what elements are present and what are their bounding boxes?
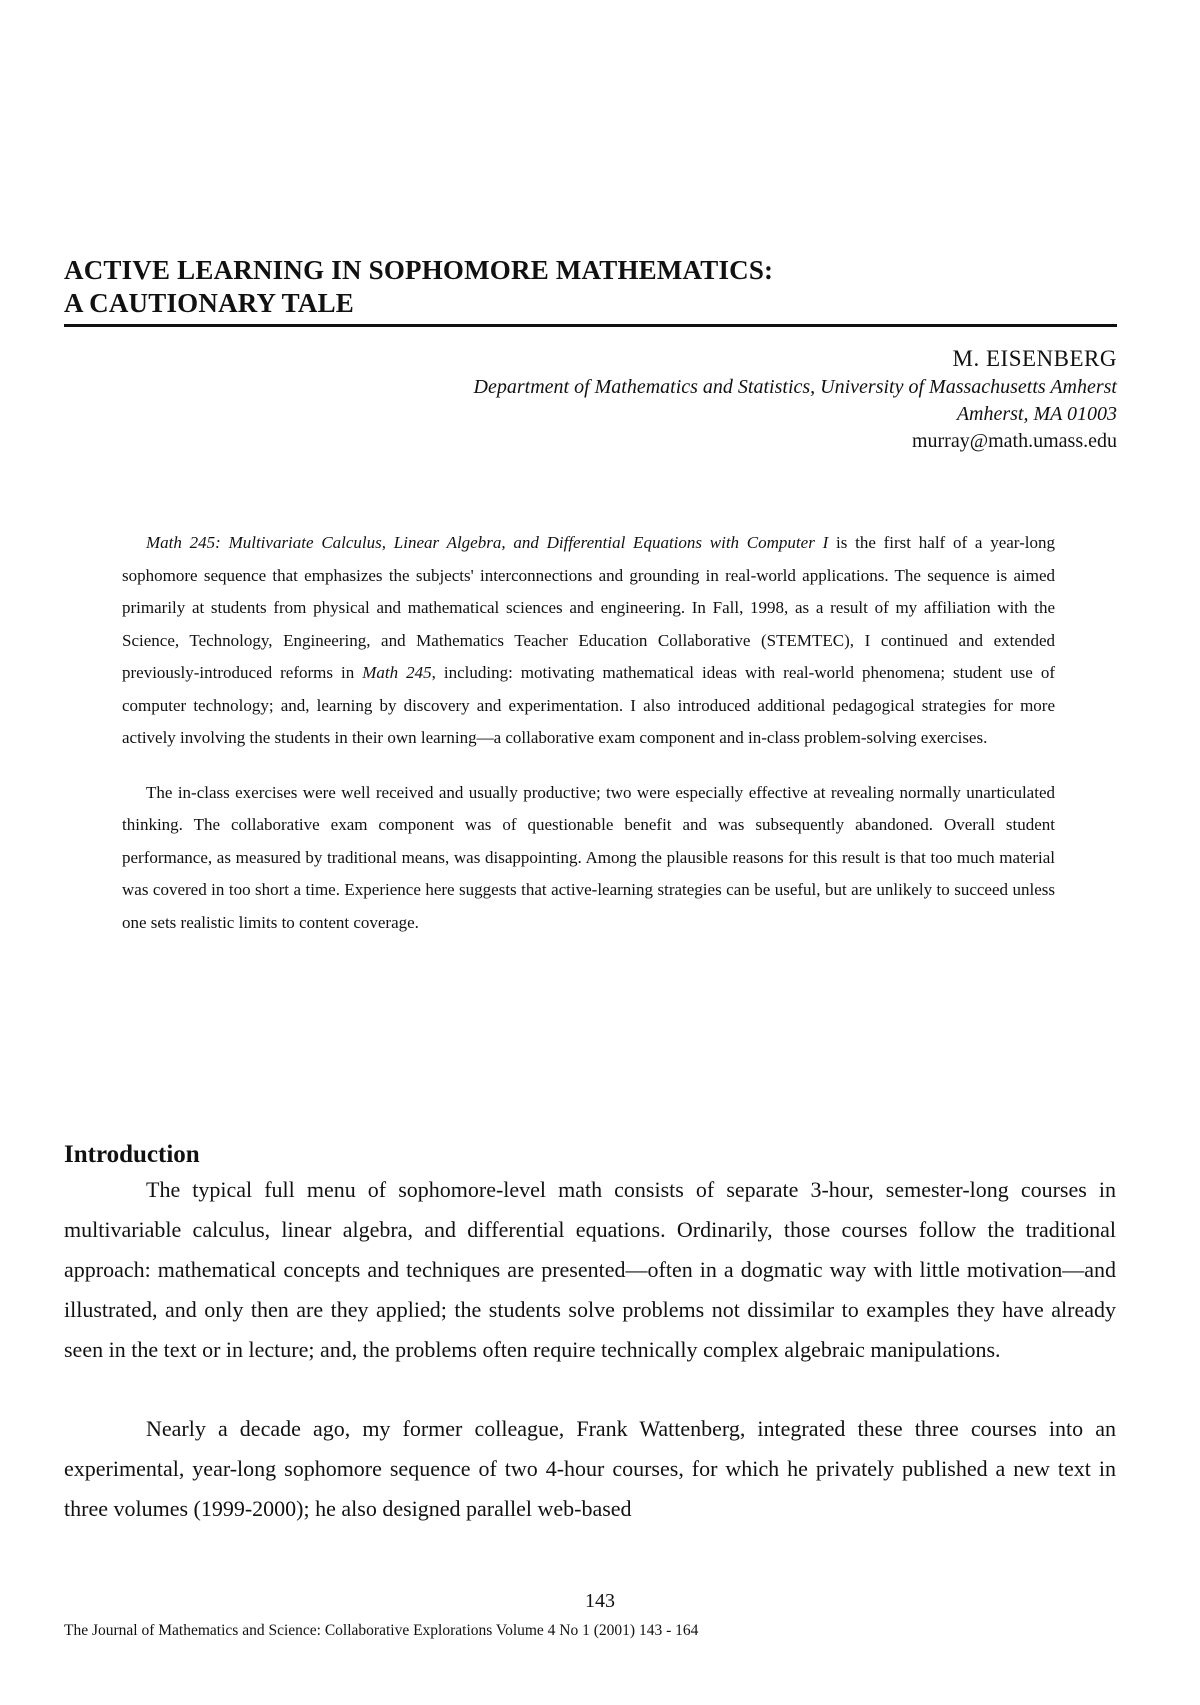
abstract-paragraph-1 (122, 527, 1055, 755)
abstract-course-title: Math 245: Multivariate Calculus, Linear Algebra, and Differential Equations with Computer I (146, 533, 829, 552)
abstract-text: is the first half of a year-long sophomore sequence that emphasizes the subjects' interconnections and grounding in real-world applications. The sequence is aimed primarily at students from physical and mathematical sciences and engineering. In Fall, 1998, as a result of my affiliation with the Science, Technology, Engineering, and Mathematics Teacher Education Collaborative (STEMTEC), I continued and extended previously-introduced reforms in (122, 533, 1055, 682)
abstract-text: , including: motivating mathematical ideas with real-world phenomena; student use of computer technology; and, learning by discovery and experimentation. I also introduced additional pedagogical strategies for more actively involving the students in their own learning—a collaborative exam component and in-class problem-solving exercises. (122, 663, 1055, 747)
introduction-body (64, 1170, 1116, 1529)
introduction-paragraph-1: The typical full menu of sophomore-level math consists of separate 3-hour, semester-long courses in multivariable calculus, linear algebra, and differential equations. Ordinarily, those courses follow the traditional approach: mathematical concepts and techniques are presented—often in a dogmatic way with little motivation—and illustrated, and only then are they applied; the students solve problems not dissimilar to examples they have already seen in the text or in lecture; and, the problems often require technically complex algebraic manipulations. (64, 1177, 1116, 1362)
author-block (217, 344, 1117, 455)
journal-citation: The Journal of Mathematics and Science: Collaborative Explorations Volume 4 No 1 (2001) 143 - 164 (64, 1622, 699, 1639)
author-name: M. EISENBERG (952, 346, 1117, 371)
author-affiliation: Department of Mathematics and Statistics, University of Massachusetts Amherst (473, 376, 1117, 398)
author-email: murray@math.umass.edu (911, 430, 1117, 452)
paper-title-line-2: A CAUTIONARY TALE (64, 288, 354, 318)
abstract (122, 527, 1055, 939)
paper-title (64, 254, 1114, 320)
abstract-paragraph-2: The in-class exercises were well received and usually productive; two were especially effective at revealing normally unarticulated thinking. The collaborative exam component was of questionable benefit and was subsequently abandoned. Overall student performance, as measured by traditional means, was disappointing. Among the plausible reasons for this result is that too much material was covered in too short a time. Experience here suggests that active-learning strategies can be useful, but are unlikely to succeed unless one sets realistic limits to content coverage. (122, 782, 1055, 932)
title-rule (64, 324, 1117, 327)
paper-title-line-1: ACTIVE LEARNING IN SOPHOMORE MATHEMATICS: (64, 255, 774, 285)
page-number: 143 (585, 1590, 615, 1612)
abstract-course-name: Math 245 (362, 663, 432, 682)
introduction-paragraph-2: Nearly a decade ago, my former colleague, Frank Wattenberg, integrated these three courses into an experimental, year-long sophomore sequence of two 4-hour courses, for which he privately published a new text in three volumes (1999-2000); he also designed parallel web-based (64, 1416, 1116, 1521)
section-heading-introduction: Introduction (64, 1141, 200, 1168)
author-address: Amherst, MA 01003 (956, 403, 1117, 425)
